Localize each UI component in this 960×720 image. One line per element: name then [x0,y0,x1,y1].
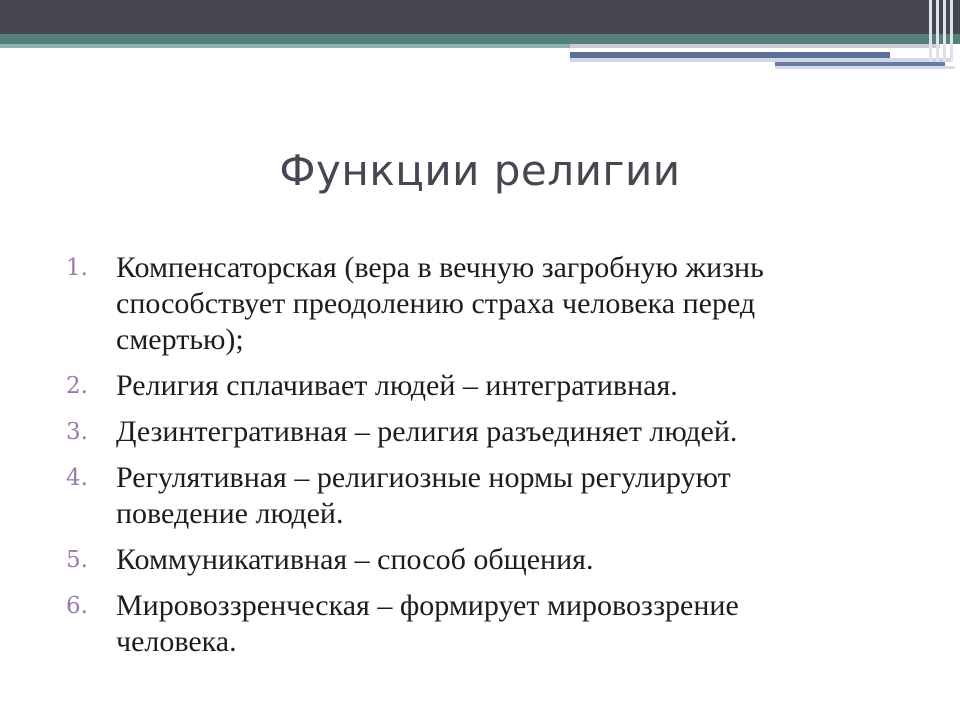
numbered-list [66,250,916,670]
list-item-number: 4. [66,465,88,491]
header-stripes-decoration [925,0,960,62]
list-item-number: 6. [66,593,88,619]
list-item [66,250,916,358]
list-item-text: Компенсаторская (вера в вечную загробную жизнь способствует преодолению страха человека перед смертью); [116,251,764,356]
header-teal-line [0,44,570,48]
list-item-text: Регулятивная – религиозные нормы регулируют поведение людей. [116,461,731,530]
list-item-text: Коммуникативная – способ общения. [116,543,594,576]
list-item-text: Мировоззренческая – формирует мировоззрение человека. [116,589,739,658]
list-item [66,414,916,450]
list-item [66,542,916,578]
header-grey-line [570,44,940,48]
list-item-number: 2. [66,373,88,399]
list-item [66,588,916,660]
slide-title: Функции религии [279,146,681,195]
list-item-number: 1. [66,255,88,281]
header-teal-band [0,34,960,44]
list-item-text: Дезинтегративная – религия разъединяет людей. [116,415,738,448]
list-item-number: 5. [66,547,88,573]
header-bar [0,0,960,34]
header-light-line-short [775,66,955,69]
list-item-text: Религия сплачивает людей – интегративная. [116,369,678,402]
list-item [66,368,916,404]
list-item-number: 3. [66,419,88,445]
list-item [66,460,916,532]
